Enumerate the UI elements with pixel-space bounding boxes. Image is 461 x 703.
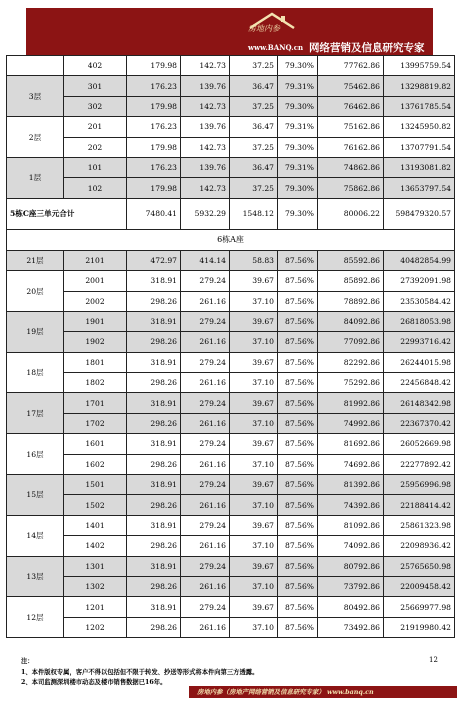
v2-cell: 279.24 [181, 475, 230, 495]
v2-cell: 279.24 [181, 515, 230, 535]
v3-cell: 37.10 [230, 617, 278, 637]
room-cell: 2101 [64, 250, 127, 270]
room-cell: 1401 [64, 515, 127, 535]
total-price-cell: 80006.22 [318, 198, 384, 229]
v1-cell: 472.97 [127, 250, 181, 270]
pct-cell: 87.56% [278, 576, 318, 596]
total-cell: 25669977.98 [384, 597, 455, 617]
v3-cell: 37.10 [230, 332, 278, 352]
v3-cell: 39.67 [230, 393, 278, 413]
total-cell: 26818053.98 [384, 311, 455, 331]
v3-cell: 39.67 [230, 311, 278, 331]
v2-cell: 279.24 [181, 393, 230, 413]
room-cell: 1701 [64, 393, 127, 413]
price-cell: 81092.86 [318, 515, 384, 535]
v2-cell: 261.16 [181, 617, 230, 637]
v3-cell: 39.67 [230, 271, 278, 291]
price-cell: 85592.86 [318, 250, 384, 270]
price-cell: 75862.86 [318, 178, 384, 198]
pct-cell: 87.56% [278, 434, 318, 454]
total-cell: 22009458.42 [384, 576, 455, 596]
price-cell: 74392.86 [318, 495, 384, 515]
floor-cell: 3层 [7, 76, 64, 117]
pct-cell: 79.31% [278, 76, 318, 96]
v2-cell: 279.24 [181, 597, 230, 617]
pct-cell: 87.56% [278, 413, 318, 433]
price-cell: 77762.86 [318, 56, 384, 76]
floor-cell: 21层 [7, 250, 64, 270]
total-cell: 22188414.42 [384, 495, 455, 515]
price-table [6, 55, 455, 638]
v3-cell: 37.10 [230, 413, 278, 433]
table-row [7, 413, 455, 433]
total-cell: 22993716.42 [384, 332, 455, 352]
room-cell: 402 [64, 56, 127, 76]
total-cell: 26244015.98 [384, 352, 455, 372]
room-cell: 1602 [64, 454, 127, 474]
total-cell: 22367370.42 [384, 413, 455, 433]
v1-cell: 298.26 [127, 495, 181, 515]
table-row [7, 271, 455, 291]
total-cell: 25765650.98 [384, 556, 455, 576]
v1-cell: 318.91 [127, 393, 181, 413]
footer-banner: 房地内参（房地产网络营销及信息研究专家） www.banq.cn [189, 686, 457, 698]
page-number: 12 [429, 656, 438, 664]
v2-cell: 279.24 [181, 556, 230, 576]
footnote [21, 657, 258, 689]
section-header-row [7, 229, 455, 250]
brand-name: 房地内参 [248, 24, 280, 33]
v2-cell: 261.16 [181, 454, 230, 474]
table-row [7, 475, 455, 495]
v3-cell: 39.67 [230, 475, 278, 495]
total-pct-cell: 79.30% [278, 198, 318, 229]
v3-cell: 36.47 [230, 117, 278, 137]
pct-cell: 79.30% [278, 137, 318, 157]
total-cell: 22098936.42 [384, 536, 455, 556]
room-cell: 102 [64, 178, 127, 198]
table-row [7, 495, 455, 515]
v2-cell: 279.24 [181, 352, 230, 372]
v1-cell: 179.98 [127, 56, 181, 76]
price-cell: 80792.86 [318, 556, 384, 576]
total-cell: 25956996.98 [384, 475, 455, 495]
total-cell: 26148342.98 [384, 393, 455, 413]
v3-cell: 37.10 [230, 536, 278, 556]
v2-cell: 142.73 [181, 96, 230, 116]
total-total-cell: 598479320.57 [384, 198, 455, 229]
price-cell: 81392.86 [318, 475, 384, 495]
total-cell: 13761785.54 [384, 96, 455, 116]
price-cell: 73492.86 [318, 617, 384, 637]
price-cell: 74092.86 [318, 536, 384, 556]
v2-cell: 279.24 [181, 434, 230, 454]
v1-cell: 318.91 [127, 597, 181, 617]
floor-cell: 2层 [7, 117, 64, 158]
pct-cell: 87.56% [278, 311, 318, 331]
header-banner [26, 8, 433, 55]
pct-cell: 79.30% [278, 96, 318, 116]
room-cell: 202 [64, 137, 127, 157]
price-cell: 74692.86 [318, 454, 384, 474]
floor-cell: 17层 [7, 393, 64, 434]
v1-cell: 298.26 [127, 617, 181, 637]
v2-cell: 261.16 [181, 413, 230, 433]
v1-cell: 318.91 [127, 311, 181, 331]
floor-cell: 20层 [7, 271, 64, 312]
price-cell: 75462.86 [318, 76, 384, 96]
room-cell: 1202 [64, 617, 127, 637]
price-cell: 81692.86 [318, 434, 384, 454]
total-cell: 21919980.42 [384, 617, 455, 637]
table-row [7, 137, 455, 157]
v2-cell: 139.76 [181, 117, 230, 137]
v1-cell: 318.91 [127, 475, 181, 495]
pct-cell: 79.31% [278, 157, 318, 177]
total-cell: 13707791.54 [384, 137, 455, 157]
v1-cell: 179.98 [127, 96, 181, 116]
floor-cell: 15层 [7, 475, 64, 516]
v2-cell: 142.73 [181, 56, 230, 76]
total-cell: 13298819.82 [384, 76, 455, 96]
pct-cell: 87.56% [278, 271, 318, 291]
pct-cell: 87.56% [278, 515, 318, 535]
table-row [7, 556, 455, 576]
total-row [7, 198, 455, 229]
room-cell: 302 [64, 96, 127, 116]
pct-cell: 87.56% [278, 536, 318, 556]
v3-cell: 37.10 [230, 454, 278, 474]
price-cell: 78892.86 [318, 291, 384, 311]
table-row [7, 576, 455, 596]
v3-cell: 37.25 [230, 137, 278, 157]
total-cell: 13995759.54 [384, 56, 455, 76]
v1-cell: 176.23 [127, 157, 181, 177]
price-cell: 75162.86 [318, 117, 384, 137]
total-cell: 13653797.54 [384, 178, 455, 198]
v2-cell: 142.73 [181, 137, 230, 157]
table-row [7, 393, 455, 413]
floor-cell: 12层 [7, 597, 64, 638]
room-cell: 2002 [64, 291, 127, 311]
table-row [7, 117, 455, 137]
v1-cell: 298.26 [127, 536, 181, 556]
room-cell: 1901 [64, 311, 127, 331]
v2-cell: 261.16 [181, 495, 230, 515]
room-cell: 1801 [64, 352, 127, 372]
v1-cell: 318.91 [127, 271, 181, 291]
v3-cell: 39.67 [230, 434, 278, 454]
v2-cell: 261.16 [181, 576, 230, 596]
v1-cell: 318.91 [127, 556, 181, 576]
v3-cell: 37.10 [230, 291, 278, 311]
total-v3-cell: 1548.12 [230, 198, 278, 229]
table-row [7, 434, 455, 454]
pct-cell: 79.30% [278, 56, 318, 76]
v2-cell: 139.76 [181, 157, 230, 177]
v1-cell: 298.26 [127, 454, 181, 474]
v2-cell: 261.16 [181, 332, 230, 352]
pct-cell: 87.56% [278, 373, 318, 393]
v3-cell: 37.25 [230, 96, 278, 116]
v3-cell: 37.25 [230, 178, 278, 198]
pct-cell: 87.56% [278, 617, 318, 637]
pct-cell: 87.56% [278, 454, 318, 474]
room-cell: 201 [64, 117, 127, 137]
room-cell: 1501 [64, 475, 127, 495]
v1-cell: 318.91 [127, 515, 181, 535]
table-row [7, 515, 455, 535]
total-cell: 27392091.98 [384, 271, 455, 291]
price-cell: 85892.86 [318, 271, 384, 291]
room-cell: 1702 [64, 413, 127, 433]
table-row [7, 96, 455, 116]
total-v1-cell: 7480.41 [127, 198, 181, 229]
pct-cell: 87.56% [278, 556, 318, 576]
total-cell: 13193081.82 [384, 157, 455, 177]
footnote-title: 注： [21, 658, 34, 665]
room-cell: 1402 [64, 536, 127, 556]
total-v2-cell: 5932.29 [181, 198, 230, 229]
price-cell: 84092.86 [318, 311, 384, 331]
v2-cell: 139.76 [181, 76, 230, 96]
room-cell: 301 [64, 76, 127, 96]
pct-cell: 87.56% [278, 291, 318, 311]
room-cell: 1502 [64, 495, 127, 515]
pct-cell: 87.56% [278, 475, 318, 495]
price-cell: 76162.86 [318, 137, 384, 157]
total-cell: 40482854.99 [384, 250, 455, 270]
table-row [7, 597, 455, 617]
table-row [7, 617, 455, 637]
v3-cell: 36.47 [230, 76, 278, 96]
floor-cell: 19层 [7, 311, 64, 352]
pct-cell: 79.30% [278, 178, 318, 198]
table-row [7, 178, 455, 198]
v2-cell: 142.73 [181, 178, 230, 198]
floor-cell [7, 56, 64, 76]
v1-cell: 179.98 [127, 178, 181, 198]
room-cell: 1601 [64, 434, 127, 454]
table-row [7, 250, 455, 270]
v1-cell: 179.98 [127, 137, 181, 157]
room-cell: 1802 [64, 373, 127, 393]
table-row [7, 291, 455, 311]
v1-cell: 298.26 [127, 373, 181, 393]
total-label: 5栋C座三单元合计 [7, 198, 127, 229]
v1-cell: 298.26 [127, 332, 181, 352]
floor-cell: 16层 [7, 434, 64, 475]
v1-cell: 318.91 [127, 434, 181, 454]
v1-cell: 298.26 [127, 413, 181, 433]
price-cell: 81992.86 [318, 393, 384, 413]
v3-cell: 37.10 [230, 576, 278, 596]
v3-cell: 39.67 [230, 597, 278, 617]
table-row [7, 373, 455, 393]
v3-cell: 36.47 [230, 157, 278, 177]
table-row [7, 76, 455, 96]
total-cell: 26052669.98 [384, 434, 455, 454]
table-row [7, 332, 455, 352]
v3-cell: 37.10 [230, 495, 278, 515]
v3-cell: 39.67 [230, 556, 278, 576]
v1-cell: 176.23 [127, 117, 181, 137]
v3-cell: 37.25 [230, 56, 278, 76]
v3-cell: 58.83 [230, 250, 278, 270]
room-cell: 1201 [64, 597, 127, 617]
v3-cell: 39.67 [230, 515, 278, 535]
total-cell: 25861323.98 [384, 515, 455, 535]
floor-cell: 13层 [7, 556, 64, 597]
total-cell: 22277892.42 [384, 454, 455, 474]
section-title: 6栋A座 [7, 229, 455, 250]
pct-cell: 79.31% [278, 117, 318, 137]
v1-cell: 318.91 [127, 352, 181, 372]
price-cell: 73792.86 [318, 576, 384, 596]
price-cell: 75292.86 [318, 373, 384, 393]
pct-cell: 87.56% [278, 393, 318, 413]
table-row [7, 352, 455, 372]
room-cell: 101 [64, 157, 127, 177]
room-cell: 1302 [64, 576, 127, 596]
v2-cell: 279.24 [181, 271, 230, 291]
v1-cell: 298.26 [127, 291, 181, 311]
v1-cell: 298.26 [127, 576, 181, 596]
price-cell: 74862.86 [318, 157, 384, 177]
price-cell: 76462.86 [318, 96, 384, 116]
table-row [7, 157, 455, 177]
total-cell: 22456848.42 [384, 373, 455, 393]
price-cell: 77092.86 [318, 332, 384, 352]
pct-cell: 87.56% [278, 250, 318, 270]
price-cell: 74992.86 [318, 413, 384, 433]
pct-cell: 87.56% [278, 495, 318, 515]
v2-cell: 414.14 [181, 250, 230, 270]
room-cell: 1902 [64, 332, 127, 352]
v2-cell: 261.16 [181, 536, 230, 556]
v2-cell: 279.24 [181, 311, 230, 331]
table-row [7, 311, 455, 331]
pct-cell: 87.56% [278, 332, 318, 352]
floor-cell: 1层 [7, 157, 64, 198]
price-cell: 80492.86 [318, 597, 384, 617]
pct-cell: 87.56% [278, 597, 318, 617]
brand-url: www.BANQ.cn [248, 43, 304, 52]
table-row [7, 56, 455, 76]
v2-cell: 261.16 [181, 373, 230, 393]
footnote-line: 2、本司监测深圳楼市动态及楼市销售数据已16年。 [21, 679, 167, 686]
room-cell: 1301 [64, 556, 127, 576]
v1-cell: 176.23 [127, 76, 181, 96]
v2-cell: 261.16 [181, 291, 230, 311]
price-cell: 82292.86 [318, 352, 384, 372]
total-cell: 23530584.42 [384, 291, 455, 311]
header-title: 网络营销及信息研究专家 [309, 42, 425, 54]
table-row [7, 536, 455, 556]
total-cell: 13245950.82 [384, 117, 455, 137]
floor-cell: 14层 [7, 515, 64, 556]
footnote-line: 1、本件版权专属，客户不得以包括但不限于转发、抄送等形式将本件向第三方透露。 [21, 668, 259, 676]
pct-cell: 87.56% [278, 352, 318, 372]
room-cell: 2001 [64, 271, 127, 291]
v3-cell: 39.67 [230, 352, 278, 372]
table-row [7, 454, 455, 474]
v3-cell: 37.10 [230, 373, 278, 393]
floor-cell: 18层 [7, 352, 64, 393]
